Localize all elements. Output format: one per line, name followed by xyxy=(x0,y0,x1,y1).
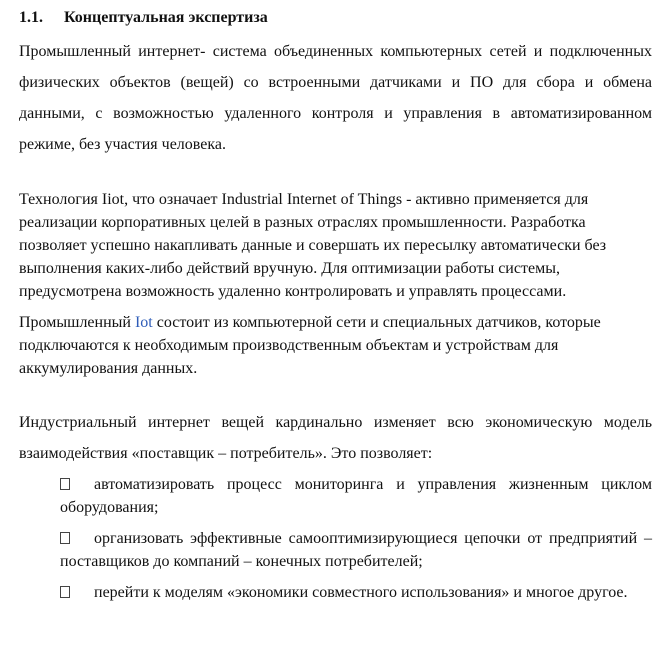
paragraph-iiot: Технология Iiot, что означает Industrial Internet of Things - активно применяется для реализации корпоративных целей в разных отраслях промышленности. Разработка позволяет успешно накапливать данные и совершать их пересылку автоматически без выполнения каких-либо действий вручную. Для оптимизации работы системы, предусмотрена возможность удаленно контролировать и управлять процессами. xyxy=(19,191,607,300)
spacer xyxy=(19,303,652,311)
paragraph-iot-text-start: Промышленный xyxy=(19,314,135,331)
section-number: 1.1. xyxy=(19,9,43,26)
paragraph-iot-text-end: состоит из компьютерной сети и специальных датчиков, которые подключаются к необходимым производственным объектам и устройствам для аккумулирования данных. xyxy=(19,314,601,377)
paragraph-economic-model: Индустриальный интернет вещей кардинально изменяет всю экономическую модель взаимодействия «поставщик – потребитель». Это позволяет: xyxy=(19,414,652,462)
list-item-text: организовать эффективные самооптимизирующиеся цепочки от предприятий – поставщиков до компаний – конечных потребителей; xyxy=(60,530,652,570)
paragraph-iot-structure xyxy=(19,311,652,380)
list-item xyxy=(19,581,652,604)
list-item-text: автоматизировать процесс мониторинга и управления жизненным циклом оборудования; xyxy=(60,476,652,516)
list-item xyxy=(19,473,652,519)
section-heading xyxy=(19,8,652,28)
section-title: Концептуальная экспертиза xyxy=(64,9,268,26)
iot-link[interactable]: Iot xyxy=(134,314,153,331)
spacer xyxy=(19,380,652,407)
list-item xyxy=(19,527,652,573)
benefits-list xyxy=(19,473,652,604)
paragraph-definition: Промышленный интернет- система объединенных компьютерных сетей и подключенных физических объектов (вещей) со встроенными датчиками и ПО для сбора и обмена данными, с возможностью удаленного контроля и управления в автоматизированном режиме, без участия человека. xyxy=(19,43,652,153)
checkbox-bullet-icon xyxy=(60,586,70,598)
spacer xyxy=(19,160,652,188)
checkbox-bullet-icon xyxy=(60,532,70,544)
list-item-text: перейти к моделям «экономики совместного использования» и многое другое. xyxy=(94,584,628,601)
checkbox-bullet-icon xyxy=(60,478,70,490)
